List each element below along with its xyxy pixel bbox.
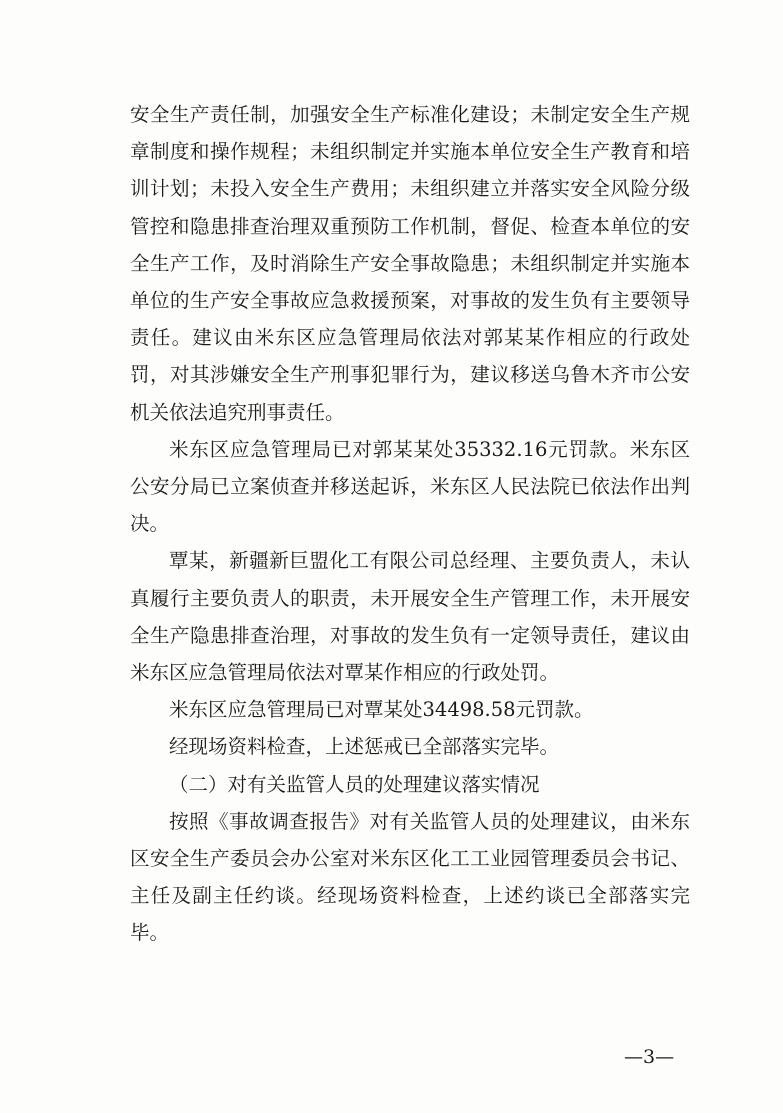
- paragraph-tan: 覃某，新疆新巨盟化工有限公司总经理、主要负责人，未认真履行主要负责人的职责，未开展安全生产管理工作，未开展安全生产隐患排查治理，对事故的发生负有一定领导责任，建议由米东区应急管理局依法对覃某作相应的行政处罚。: [130, 549, 690, 685]
- paragraph-tan-penalty: 米东区应急管理局已对覃某处34498.58元罚款。: [169, 698, 594, 722]
- section-heading: （二）对有关监管人员的处理建议落实情况: [169, 772, 540, 796]
- paragraph-check-result: 经现场资料检查，上述惩戒已全部落实完毕。: [169, 735, 560, 759]
- paragraph-continuation: 安全生产责任制，加强安全生产标准化建设；未制定安全生产规章制度和操作规程；未组织制定并实施本单位安全生产教育和培训计划；未投入安全生产费用；未组织建立并落实安全风险分级管控和隐患排查治理双重预防工作机制，督促、检查本单位的安全生产工作，及时消除生产安全事故隐患；未组织制定并实施本单位的生产安全事故应急救援预案，对事故的发生负有主要领导责任。建议由米东区应急管理局依法对郭某某作相应的行政处罚，对其涉嫌安全生产刑事犯罪行为，建议移送乌鲁木齐市公安机关依法追究刑事责任。: [130, 103, 690, 424]
- page-number: —3—: [624, 1046, 675, 1068]
- paragraph-supervisors: 按照《事故调查报告》对有关监管人员的处理建议，由米东区安全生产委员会办公室对米东区化工工业园管理委员会书记、主任及副主任约谈。经现场资料检查，上述约谈已全部落实完毕。: [130, 809, 690, 945]
- paragraph-guo-penalty: 米东区应急管理局已对郭某某处35332.16元罚款。米东区公安分局已立案侦查并移送起诉，米东区人民法院已依法作出判决。: [130, 437, 690, 536]
- document-body: [130, 96, 690, 952]
